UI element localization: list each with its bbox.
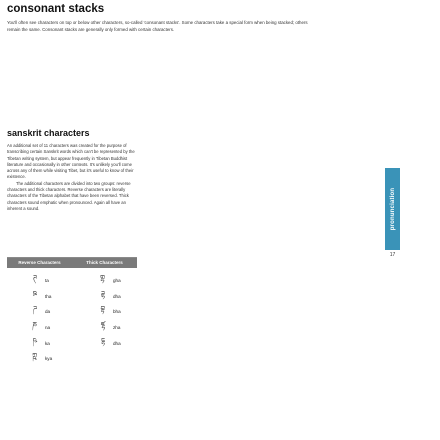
section-title-consonant-stacks: consonant stacks — [7, 3, 105, 15]
romanization: bha — [113, 309, 121, 315]
tibetan-glyph: ཊ — [33, 274, 37, 283]
romanization: ta — [45, 278, 49, 284]
table-row — [75, 335, 143, 351]
romanization: zha — [113, 325, 121, 331]
tibetan-glyph: ཎ — [32, 321, 37, 330]
table-header — [7, 258, 137, 268]
romanization: tha — [45, 293, 52, 299]
page-number: 17 — [389, 252, 396, 258]
section-title-sanskrit-characters: sanskrit characters — [7, 128, 90, 138]
header-reverse-characters: Reverse Characters — [18, 260, 61, 265]
romanization: dha — [113, 340, 121, 346]
consonant-stacks-paragraph: You'll often see characters on top or below other characters, so-called 'consonant stacks'. Some characters take a special form when being stacked; others remain the same. Consonant stacks are generally only formed with certain characters. — [7, 20, 308, 32]
romanization: da — [45, 309, 51, 315]
sanskrit-paragraph-2: The additional characters are divided into two groups: reverse characters and thick characters. Reverse characters are literally characters of the Tibetan alphabet that have been reversed. Thick characters sound emphatic when pronounced. Again all have an inherent a sound. — [7, 180, 131, 211]
characters-table — [7, 257, 137, 370]
table-row — [7, 351, 75, 367]
tibetan-glyph: ཀྵ — [32, 352, 37, 361]
romanization: kya — [45, 356, 53, 362]
romanization: ka — [45, 340, 50, 346]
section-sidebar-tab — [385, 168, 400, 250]
romanization: na — [45, 325, 51, 331]
tibetan-glyph: ཛྷ — [100, 321, 105, 330]
reverse-characters-column — [7, 273, 75, 367]
sidebar-label: pronunciation — [389, 187, 396, 231]
sanskrit-characters-text — [7, 143, 137, 212]
tibetan-glyph: ཥ — [32, 336, 37, 345]
sanskrit-paragraph-1: An additional set of 11 characters was created for the purpose of transcribing certain Sanskrit words which can't be represented by the Tibetan writing system, but appear frequently in Tibetan Buddhist literature and occasionally in other contexts. It's unlikely you'll come across any of them while visiting Tibet, but it's useful to know of their existence. — [7, 143, 135, 180]
tibetan-glyph: བྷ — [100, 305, 105, 314]
tibetan-glyph: དྷ — [100, 336, 105, 345]
header-thick-characters: Thick Characters — [86, 260, 123, 265]
romanization: gha — [113, 278, 121, 284]
thick-characters-column — [75, 273, 143, 367]
tibetan-glyph: ཌྷ — [100, 289, 105, 298]
tibetan-glyph: ཋ — [32, 289, 37, 298]
tibetan-glyph: ཌ — [32, 305, 37, 314]
tibetan-glyph: གྷ — [100, 274, 105, 283]
romanization: dha — [113, 293, 121, 299]
